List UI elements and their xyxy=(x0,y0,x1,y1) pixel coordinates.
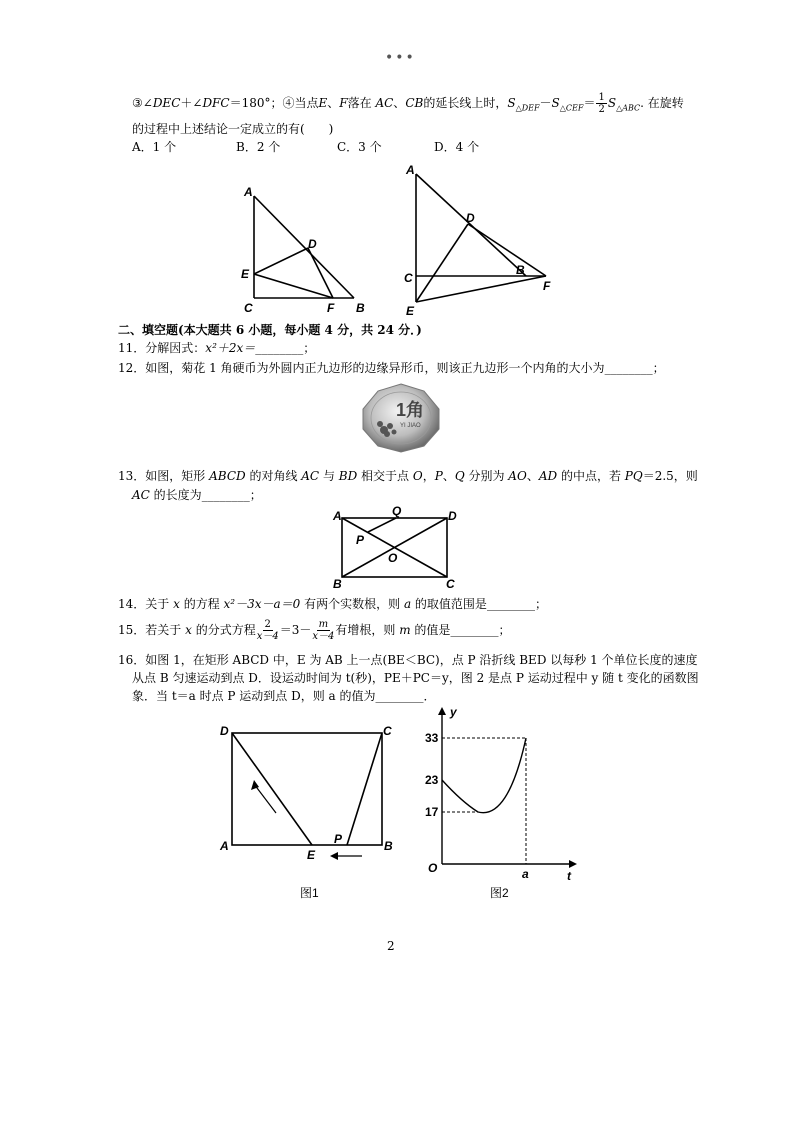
fig1-label-a: A xyxy=(220,839,229,853)
q10-line2: 的过程中上述结论一定成立的有( ) xyxy=(132,122,334,136)
fig-left-label-a: A xyxy=(244,185,253,199)
q13-label-a: A xyxy=(333,509,342,523)
coin-subtext: YI JIAO xyxy=(400,423,421,429)
fig2-label-o: O xyxy=(428,861,438,875)
fig2-tick-33: 33 xyxy=(425,731,439,745)
q10-option-c: C．3 个 xyxy=(337,140,382,154)
q13-label-d: D xyxy=(448,509,457,523)
fig-right-label-c: C xyxy=(404,271,413,285)
fig1-caption: 图1 xyxy=(300,886,319,900)
fig2-label-a: a xyxy=(522,867,529,881)
q13-label-p: P xyxy=(356,533,365,547)
q13-line1: 13．如图，矩形 ABCD 的对角线 AC 与 BD 相交于点 O，P、Q 分别为 AO、AD 的中点，若 PQ＝2.5，则 xyxy=(118,469,698,483)
q10-right-figure xyxy=(398,160,568,320)
fig2-tick-17: 17 xyxy=(425,805,439,819)
fig2-curve xyxy=(442,738,526,813)
fig2-label-t: t xyxy=(567,869,571,882)
fig-right-label-e: E xyxy=(406,304,415,318)
fig2-label-y: y xyxy=(450,705,457,719)
q16-line1: 16．如图 1，在矩形 ABCD 中，E 为 AB 上一点(BE＜BC)，点 P 沿折线 BED 以每秒 1 个单位长度的速度 xyxy=(118,653,698,667)
q16-figure2 xyxy=(420,702,585,882)
q12: 12．如图，菊花 1 角硬币为外圆内正九边形的边缘异形币，则该正九边形一个内角的大小为________； xyxy=(118,361,665,375)
q13-line2: AC 的长度为________； xyxy=(132,488,262,502)
fig1-label-p: P xyxy=(334,832,343,846)
q13-label-o: O xyxy=(388,551,398,565)
fig1-label-b: B xyxy=(384,839,393,853)
q13-label-q: Q xyxy=(392,504,402,518)
q10-left-figure xyxy=(236,178,376,318)
q15: 15．若关于 x 的分式方程 $\frac{2}{x-4}$ ＝3－ $\frac{m}{x-4}$ 有增根，则 m 的值是________； xyxy=(118,619,511,642)
coin-image xyxy=(356,382,446,454)
q13-label-c: C xyxy=(446,577,455,591)
fig-left-label-f: F xyxy=(327,301,335,315)
fig-right-label-a: A xyxy=(406,163,415,177)
fig1-label-e: E xyxy=(307,848,316,862)
fig2-tick-23: 23 xyxy=(425,773,439,787)
q14: 14．关于 x 的方程 x²－3x－a＝0 有两个实数根，则 a 的取值范围是________； xyxy=(118,597,547,611)
q10-option-a: A．1 个 xyxy=(132,140,177,154)
fig-left-label-e: E xyxy=(241,267,250,281)
header-dots: ••• xyxy=(385,50,416,66)
fig1-label-d: D xyxy=(220,724,229,738)
q10-line1: ③∠DEC＋∠DFC＝180°；④当点E、F落在 AC、CB的延长线上时，$S_{\triangle DEF}-S_{\triangle CEF}=$ $\frac{1}{2}$ $S_{\triangle ABC}$. 在旋转 xyxy=(132,92,684,115)
q16-line2: 从点 B 匀速运动到点 D．设运动时间为 t(秒)，PE＋PC＝y，图 2 是点 P 运动过程中 y 随 t 变化的函数图 xyxy=(132,671,699,685)
q11: 11．分解因式：x²＋2x＝________； xyxy=(118,341,316,355)
q10-option-d: D．4 个 xyxy=(434,140,480,154)
q10-option-b: B．2 个 xyxy=(236,140,281,154)
page-number: 2 xyxy=(387,939,395,953)
fig1-label-c: C xyxy=(383,724,392,738)
fig-right-label-b: B xyxy=(516,263,525,277)
q13-figure xyxy=(330,504,465,592)
fig-right-label-f: F xyxy=(543,279,551,293)
fig2-caption: 图2 xyxy=(490,886,509,900)
fig-left-label-c: C xyxy=(244,301,253,315)
section2-title: 二、填空题(本大题共 6 小题，每小题 4 分，共 24 分．) xyxy=(118,323,422,337)
fig-left-label-b: B xyxy=(356,301,365,315)
q16-line3: 象．当 t＝a 时点 P 运动到点 D，则 a 的值为________． xyxy=(132,689,436,703)
fig-right-label-d: D xyxy=(466,211,475,225)
fig-left-label-d: D xyxy=(308,237,317,251)
q13-label-b: B xyxy=(333,577,342,591)
q16-figure1 xyxy=(214,718,399,863)
coin-text: 1角 xyxy=(396,400,425,420)
